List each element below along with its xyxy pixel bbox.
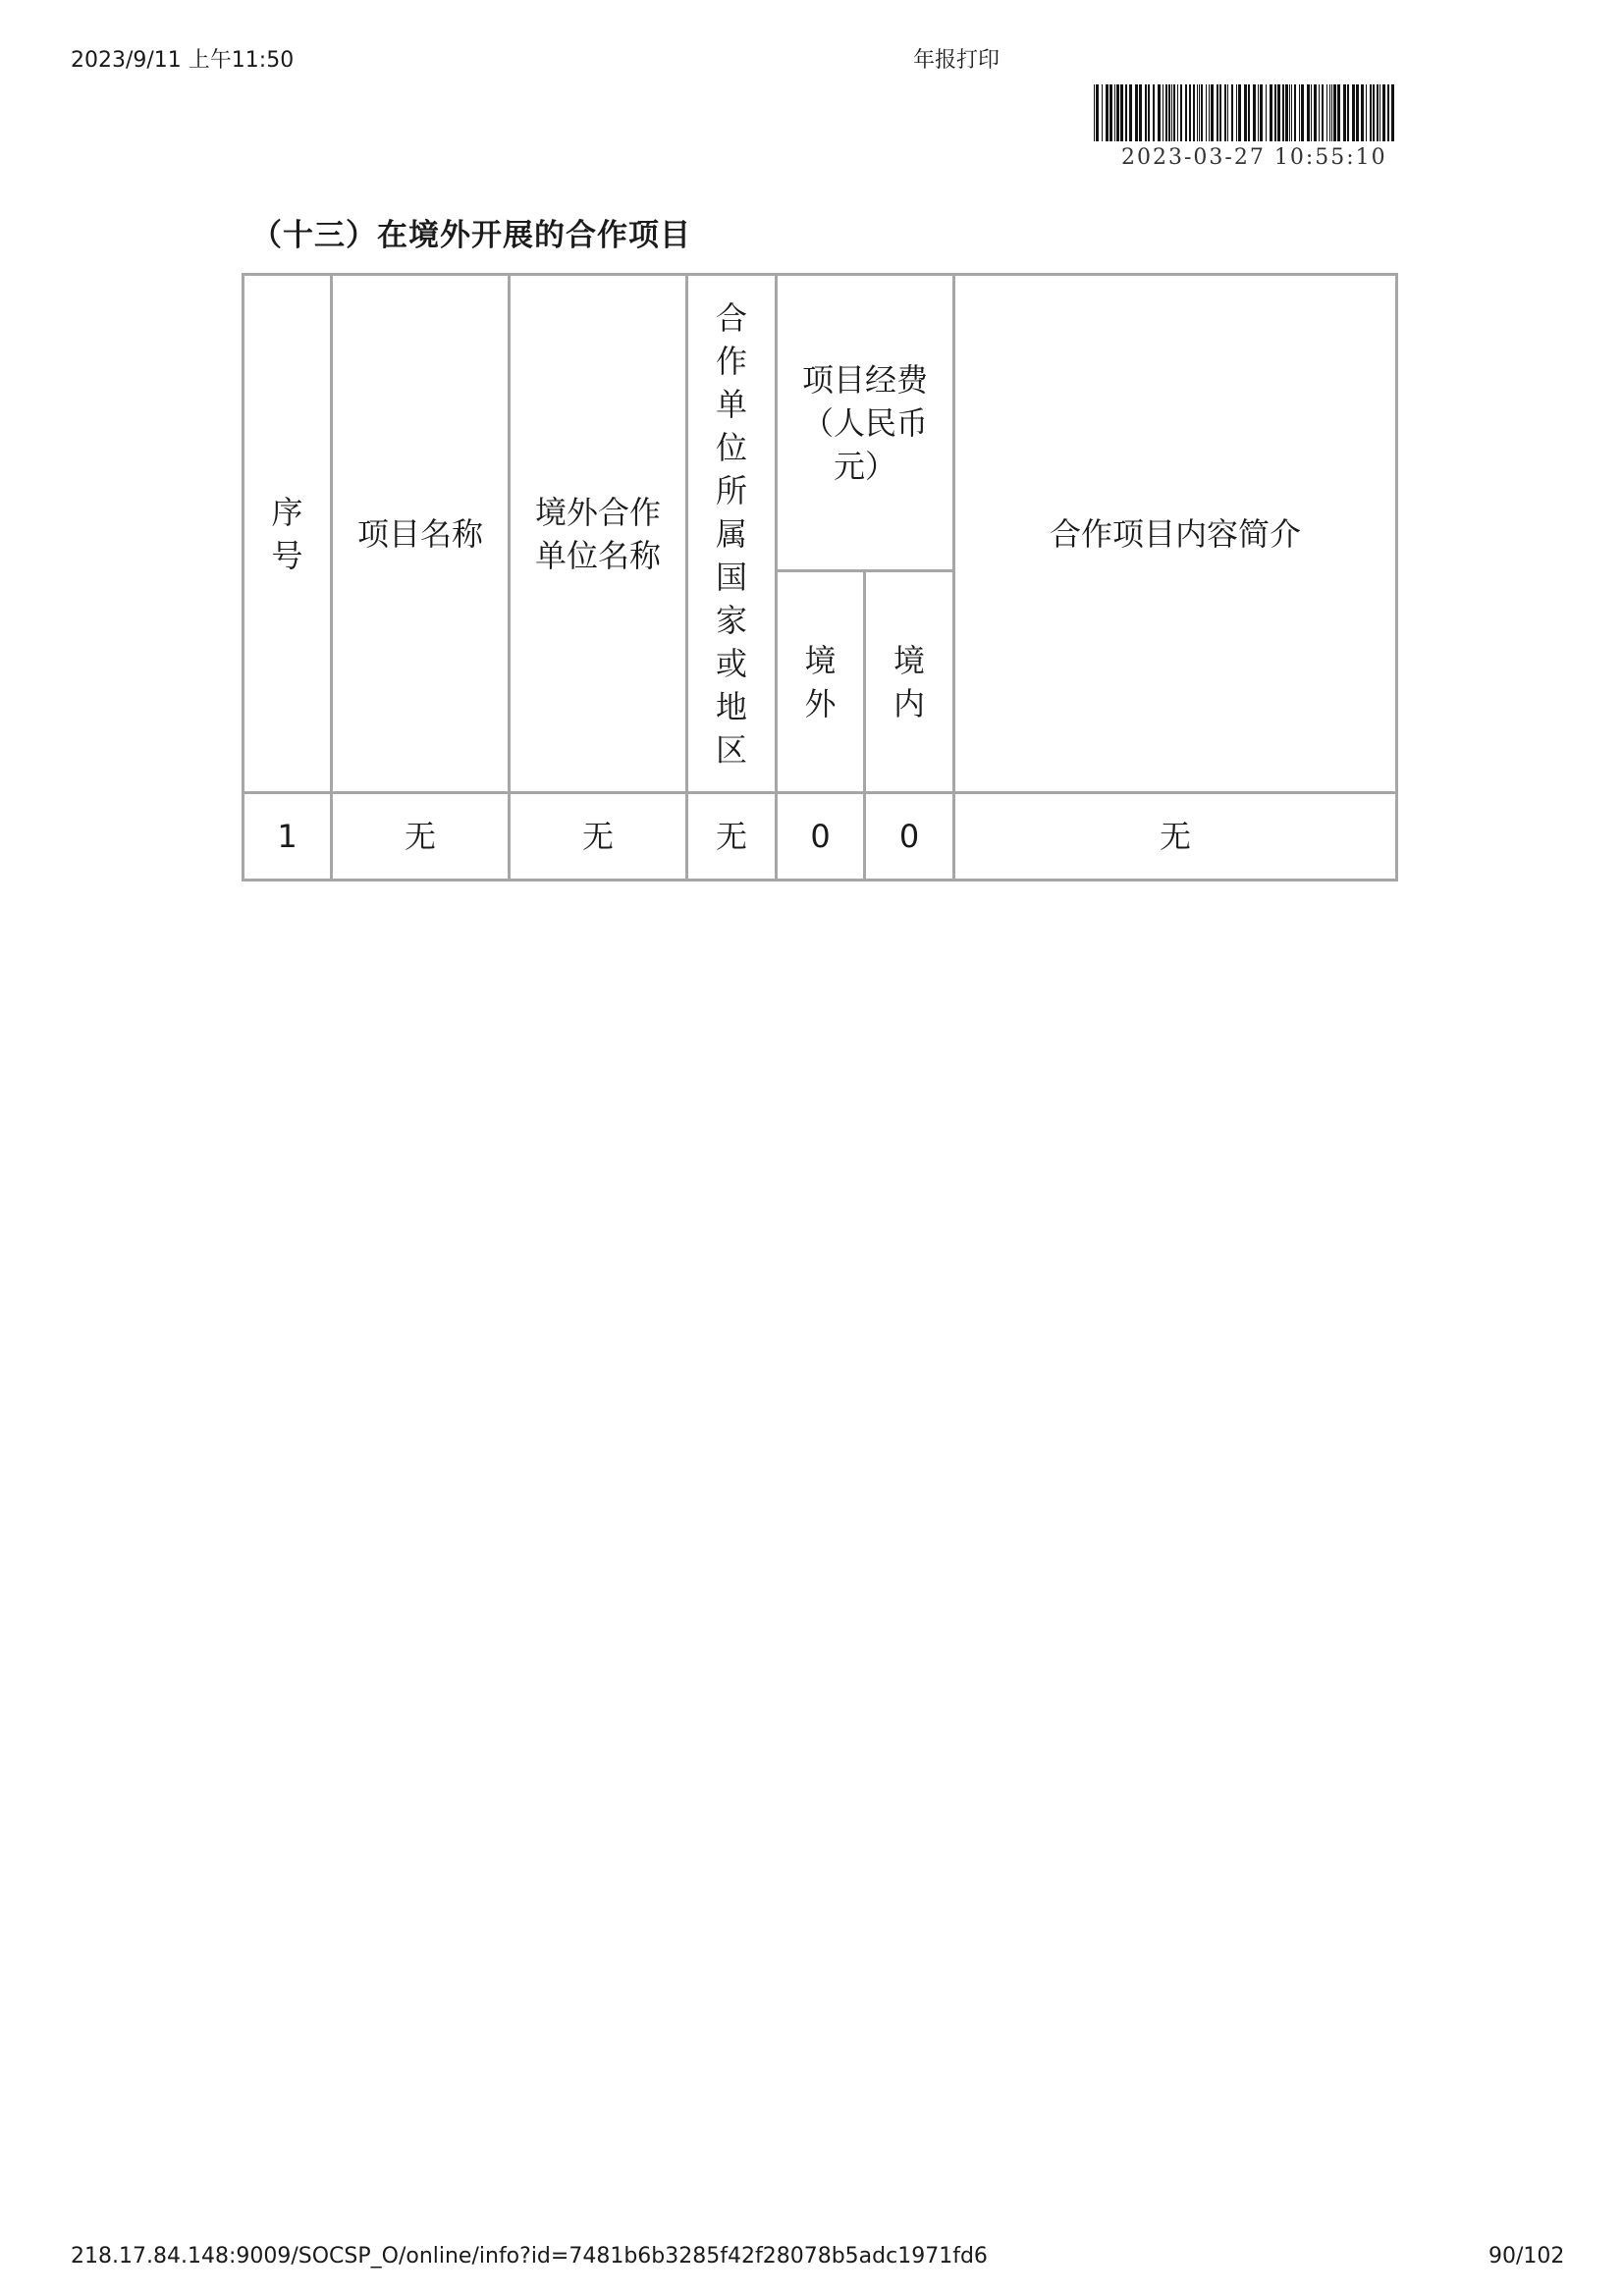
print-title: 年报打印 — [913, 48, 1001, 73]
cell-description: 无 — [954, 793, 1397, 881]
barcode-image — [1094, 84, 1394, 141]
header-description: 合作项目内容简介 — [954, 275, 1397, 793]
cell-funds-domestic: 0 — [865, 793, 954, 881]
table-row — [243, 793, 1397, 881]
cell-funds-abroad: 0 — [777, 793, 865, 881]
print-url: 218.17.84.148:9009/SOCSP_O/online/info?id=7481b6b3285f42f28078b5adc1971fd6 — [71, 2244, 988, 2269]
cell-partner-country: 无 — [687, 793, 777, 881]
cooperation-projects-table — [242, 273, 1398, 881]
header-seq: 序号 — [243, 275, 332, 793]
cell-partner-name: 无 — [510, 793, 687, 881]
cell-project-name: 无 — [332, 793, 510, 881]
barcode-timestamp: 2023-03-27 10:55:10 — [1121, 145, 1387, 170]
header-funds: 项目经费（人民币元） — [777, 275, 954, 571]
header-partner-country: 合作单位所属国家或地区 — [687, 275, 777, 793]
section-title: （十三）在境外开展的合作项目 — [251, 218, 691, 253]
print-datetime: 2023/9/11 上午11:50 — [71, 48, 295, 73]
header-funds-abroad: 境外 — [777, 571, 865, 793]
table-header-row — [243, 275, 1397, 571]
cell-seq: 1 — [243, 793, 332, 881]
header-partner-name: 境外合作单位名称 — [510, 275, 687, 793]
page-number: 90/102 — [1488, 2244, 1565, 2269]
header-project-name: 项目名称 — [332, 275, 510, 793]
header-funds-domestic: 境内 — [865, 571, 954, 793]
